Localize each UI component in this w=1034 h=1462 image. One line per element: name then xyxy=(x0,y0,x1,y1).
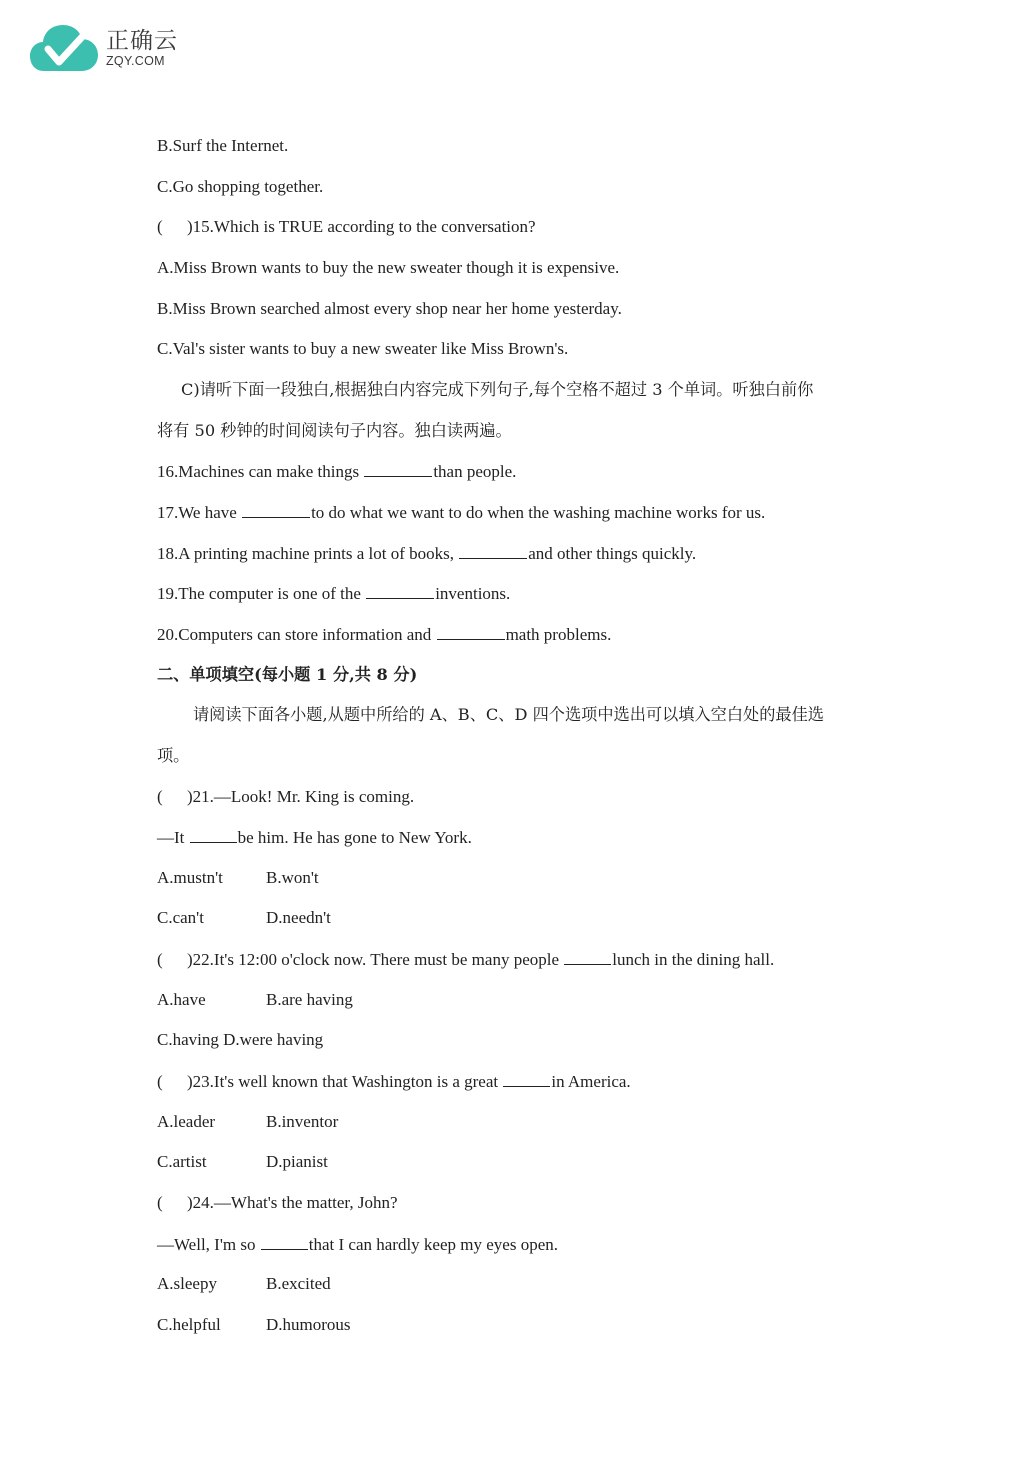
question-19 xyxy=(157,582,510,605)
question-text: )22.It's 12:00 o'clock now. There must be many people xyxy=(187,950,564,969)
question-text: 16.Machines can make things xyxy=(157,462,364,481)
answer-blank xyxy=(459,542,527,559)
answer-blank xyxy=(242,501,310,518)
cloud-check-icon xyxy=(30,23,98,73)
question-text: math problems. xyxy=(505,625,612,644)
option-c: C.helpful xyxy=(157,1315,221,1334)
option-a: A.have xyxy=(157,990,206,1009)
question-text: 18.A printing machine prints a lot of books, xyxy=(157,544,459,563)
answer-blank xyxy=(190,826,237,843)
section-c-instruction-cont: 将有 50 秒钟的时间阅读句子内容。独白读两遍。 xyxy=(157,421,512,440)
question-20 xyxy=(157,623,611,646)
options-row xyxy=(157,1151,328,1173)
options-row xyxy=(157,1314,351,1336)
answer-paren: ( xyxy=(157,1193,163,1212)
option-b: B.excited xyxy=(266,1274,331,1293)
option-line: C.Go shopping together. xyxy=(157,177,324,196)
answer-blank xyxy=(366,582,434,599)
section-2-instruction: 请阅读下面各小题,从题中所给的 A、B、C、D 四个选项中选出可以填入空白处的最佳选 xyxy=(193,705,824,724)
question-text: )24.—What's the matter, John? xyxy=(187,1193,398,1212)
question-text: )21.—Look! Mr. King is coming. xyxy=(187,787,415,806)
question-17 xyxy=(157,501,765,524)
options-row: C.having D.were having xyxy=(157,1030,324,1049)
question-text: 17.We have xyxy=(157,503,242,522)
section-c-instruction: C)请听下面一段独白,根据独白内容完成下列句子,每个空格不超过 3 个单词。听独白前你 xyxy=(181,380,814,399)
options-row xyxy=(157,989,353,1011)
option-b: B.won't xyxy=(266,868,319,887)
answer-blank xyxy=(364,460,432,477)
question-24 xyxy=(157,1192,398,1214)
option-a: A.sleepy xyxy=(157,1274,217,1293)
option-d: D.pianist xyxy=(266,1152,328,1171)
question-24-dialogue xyxy=(157,1233,558,1256)
options-row xyxy=(157,1273,331,1295)
question-text: )15.Which is TRUE according to the conversation? xyxy=(187,217,536,236)
options-row xyxy=(157,1111,338,1133)
question-16 xyxy=(157,460,516,483)
question-text: to do what we want to do when the washing machine works for us. xyxy=(311,503,766,522)
answer-blank xyxy=(261,1233,308,1250)
options-row xyxy=(157,907,331,929)
answer-blank xyxy=(437,623,505,640)
question-23 xyxy=(157,1070,631,1093)
section-2-title: 二、单项填空(每小题 1 分,共 8 分) xyxy=(157,665,418,684)
option-d: D.humorous xyxy=(266,1315,351,1334)
question-15 xyxy=(157,216,536,238)
logo-domain-text: ZQY.COM xyxy=(106,54,165,68)
answer-paren: ( xyxy=(157,787,163,806)
section-2-instruction-cont: 项。 xyxy=(157,746,190,765)
question-text: and other things quickly. xyxy=(528,544,697,563)
question-21 xyxy=(157,786,414,808)
answer-blank xyxy=(503,1070,550,1087)
question-21-dialogue xyxy=(157,826,472,849)
answer-paren: ( xyxy=(157,1072,163,1091)
option-line: B.Surf the Internet. xyxy=(157,136,289,155)
question-text: be him. He has gone to New York. xyxy=(237,828,472,847)
answer-blank xyxy=(564,948,611,965)
option-line: A.Miss Brown wants to buy the new sweater though it is expensive. xyxy=(157,258,620,277)
question-text: —Well, I'm so xyxy=(157,1235,260,1254)
options-row xyxy=(157,867,319,889)
option-a: A.leader xyxy=(157,1112,216,1131)
question-18 xyxy=(157,542,696,565)
option-c: C.artist xyxy=(157,1152,207,1171)
option-line: B.Miss Brown searched almost every shop near her home yesterday. xyxy=(157,299,622,318)
option-b: B.are having xyxy=(266,990,353,1009)
question-text: 19.The computer is one of the xyxy=(157,584,366,603)
question-text: lunch in the dining hall. xyxy=(612,950,775,969)
question-text: in America. xyxy=(551,1072,631,1091)
zqy-logo[interactable] xyxy=(30,22,178,74)
option-a: A.mustn't xyxy=(157,868,223,887)
option-c: C.can't xyxy=(157,908,204,927)
option-d: D.needn't xyxy=(266,908,331,927)
answer-paren: ( xyxy=(157,950,163,969)
question-text: —It xyxy=(157,828,189,847)
answer-paren: ( xyxy=(157,217,163,236)
question-22 xyxy=(157,948,774,971)
question-text: 20.Computers can store information and xyxy=(157,625,436,644)
question-text: that I can hardly keep my eyes open. xyxy=(308,1235,558,1254)
question-text: inventions. xyxy=(435,584,511,603)
option-b: B.inventor xyxy=(266,1112,339,1131)
logo-chinese-text: 正确云 xyxy=(106,28,178,54)
question-text: than people. xyxy=(433,462,517,481)
question-text: )23.It's well known that Washington is a great xyxy=(187,1072,503,1091)
option-line: C.Val's sister wants to buy a new sweater like Miss Brown's. xyxy=(157,339,569,358)
